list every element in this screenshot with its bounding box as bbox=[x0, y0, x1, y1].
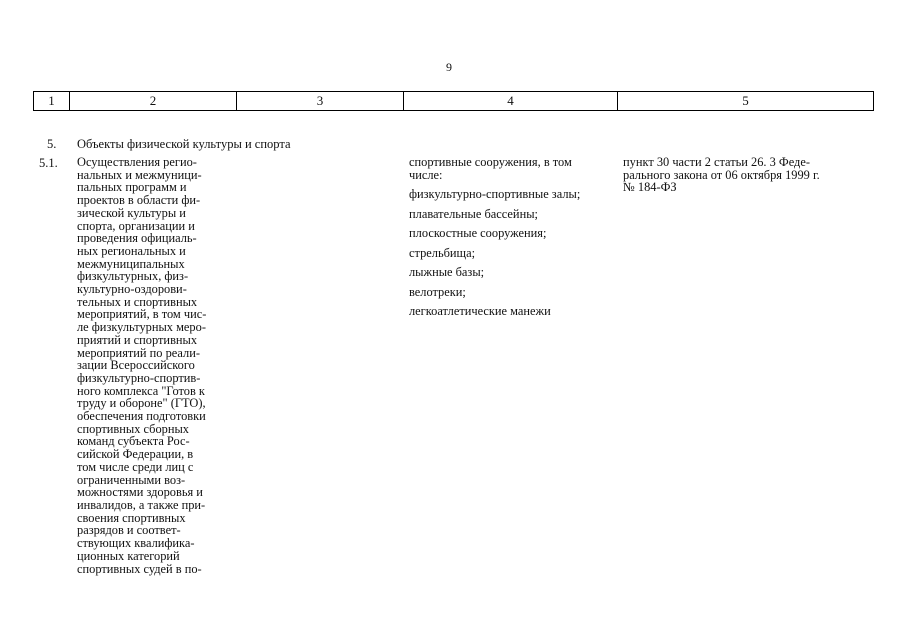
text-line: можностями здоровья и bbox=[77, 485, 203, 500]
text-line: приятий и спортивных bbox=[77, 332, 198, 347]
column-header-2: 2 bbox=[70, 92, 237, 111]
text-line: пальных программ и bbox=[77, 180, 187, 195]
column-header-4: 4 bbox=[404, 92, 618, 111]
text-line: ограниченными воз- bbox=[77, 472, 186, 487]
facility-item: плавательные бассейны; bbox=[409, 206, 538, 221]
text-line: проектов в области фи- bbox=[77, 193, 201, 208]
text-line: команд субъекта Рос- bbox=[77, 434, 190, 449]
text-line: спортивные сооружения, в том bbox=[409, 155, 572, 169]
column-header-5: 5 bbox=[618, 92, 874, 111]
text-line: сийской Федерации, в bbox=[77, 447, 194, 462]
column-header-3: 3 bbox=[237, 92, 404, 111]
legal-reference bbox=[623, 156, 873, 194]
text-line: мероприятий по реали- bbox=[77, 345, 200, 360]
text-line: своения спортивных bbox=[77, 510, 186, 525]
facility-list bbox=[409, 156, 619, 325]
text-line: тельных и спортивных bbox=[77, 294, 198, 309]
text-line: спортивных сборных bbox=[77, 421, 189, 436]
text-line: рального закона от 06 октября 1999 г. bbox=[623, 167, 820, 182]
text-line: ле физкультурных меро- bbox=[77, 320, 206, 335]
text-line: межмуниципальных bbox=[77, 256, 185, 271]
facility-list-intro bbox=[409, 156, 619, 181]
row-number: 5.1. bbox=[39, 156, 58, 170]
text-line: инвалидов, а также при- bbox=[77, 497, 206, 512]
facility-item: велотреки; bbox=[409, 284, 466, 299]
text-line: обеспечения подготовки bbox=[77, 409, 206, 424]
text-line: спортивных судей в по- bbox=[77, 561, 202, 576]
text-line: труду и обороне" (ГТО), bbox=[77, 396, 206, 411]
text-line: спорта, организации и bbox=[77, 218, 195, 233]
section-title: Объекты физической культуры и спорта bbox=[77, 137, 291, 151]
text-line: культурно-оздорови- bbox=[77, 282, 187, 297]
facility-item: легкоатлетические манежи bbox=[409, 304, 551, 319]
text-line: ствующих квалифика- bbox=[77, 536, 195, 551]
text-line: № 184-ФЗ bbox=[623, 180, 677, 195]
text-line: ных региональных и bbox=[77, 243, 186, 258]
text-line: Осуществления регио- bbox=[77, 155, 197, 169]
text-line: физкультурно-спортив- bbox=[77, 370, 201, 385]
text-line: зической культуры и bbox=[77, 205, 186, 220]
text-line: физкультурных, физ- bbox=[77, 269, 189, 284]
text-line: ционных категорий bbox=[77, 548, 180, 563]
page-number: 9 bbox=[446, 60, 452, 74]
text-line: разрядов и соответ- bbox=[77, 523, 181, 538]
text-line: зации Всероссийского bbox=[77, 358, 195, 373]
authority-description bbox=[77, 156, 239, 575]
text-line: мероприятий, в том чис- bbox=[77, 307, 207, 322]
facility-item: физкультурно-спортивные залы; bbox=[409, 187, 581, 202]
text-line: ного комплекса "Готов к bbox=[77, 383, 205, 398]
text-line: нальных и межмуници- bbox=[77, 167, 202, 182]
section-number: 5. bbox=[47, 137, 57, 151]
text-line: числе: bbox=[409, 167, 443, 182]
facility-item: плоскостные сооружения; bbox=[409, 226, 547, 241]
text-line: проведения официаль- bbox=[77, 231, 197, 246]
facility-item: лыжные базы; bbox=[409, 265, 485, 280]
text-line: том числе среди лиц с bbox=[77, 459, 194, 474]
column-header-table bbox=[33, 91, 874, 111]
text-line: пункт 30 части 2 статьи 26. 3 Феде- bbox=[623, 155, 810, 169]
facility-item: стрельбища; bbox=[409, 245, 476, 260]
column-header-row bbox=[34, 92, 874, 111]
column-header-1: 1 bbox=[34, 92, 70, 111]
